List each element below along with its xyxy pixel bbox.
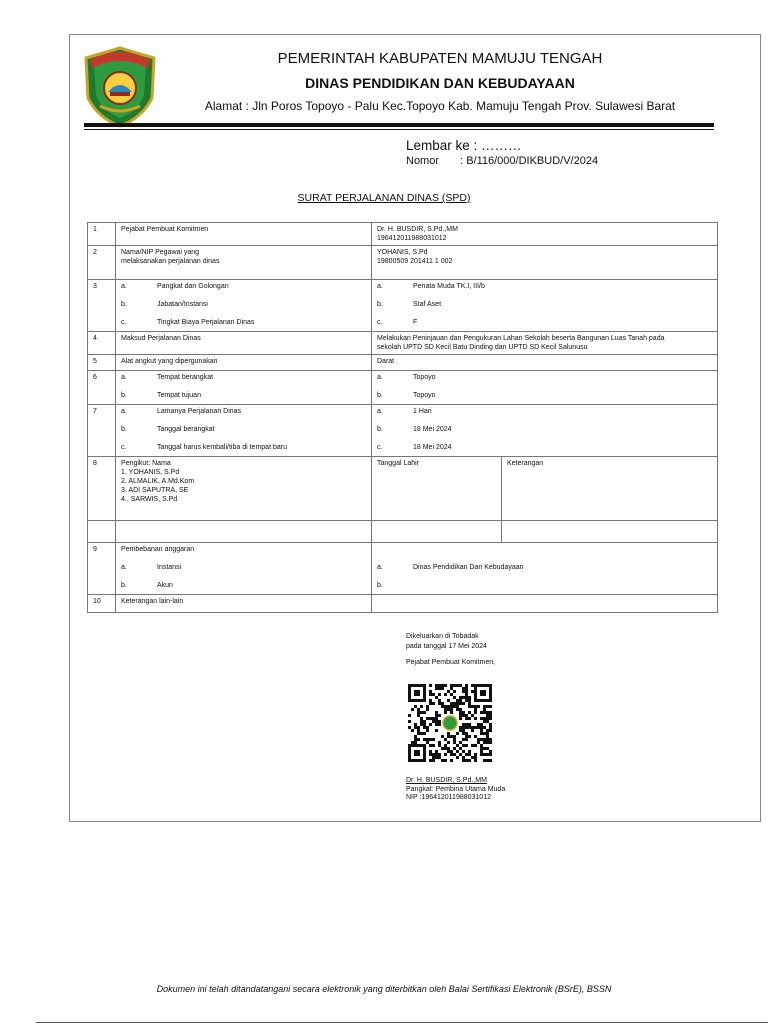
spd-table xyxy=(87,222,718,613)
row-value: a. Penata Muda TK.I, III/b b. Staf Aset c. F xyxy=(372,280,718,332)
issued-date: pada tanggal 17 Mei 2024 xyxy=(406,643,487,650)
nomor-label: Nomor xyxy=(406,155,440,167)
table-row xyxy=(88,457,718,521)
table-row xyxy=(88,355,718,371)
row-label: a. Lamanya Perjalanan Dinas b. Tanggal berangkat c. Tanggal harus kembali/tiba di tempat baru xyxy=(116,405,372,457)
table-row xyxy=(88,246,718,280)
table-row xyxy=(88,371,718,405)
document-title xyxy=(0,192,768,204)
row-number: 5 xyxy=(88,355,116,371)
row-number: 10 xyxy=(88,595,116,613)
table-row xyxy=(88,595,718,613)
table-row xyxy=(88,280,718,332)
header-government: PEMERINTAH KABUPATEN MAMUJU TENGAH xyxy=(277,50,603,67)
row-value: a. 1 Hari b. 18 Mei 2024 c. 18 Mei 2024 xyxy=(372,405,718,457)
row-number: 3 xyxy=(88,280,116,332)
table-row xyxy=(88,543,718,595)
row-label: a. Pangkat dan Golongan b. Jabatan/Instansi c. Tingkat Biaya Perjalanan Dinas xyxy=(116,280,372,332)
row-label: Pengikut: Nama 1. YOHANIS, S.Pd 2. ALMALIK, A.Md.Kom 3. ADI SAPUTRA, SE 4.. SARWIS, S.Pd xyxy=(116,457,372,521)
remarks-header: Keterangan xyxy=(502,457,718,521)
row-label: Nama/NIP Pegawai yang melaksanakan perjalanan dinas xyxy=(116,246,372,280)
row-value xyxy=(372,595,718,613)
issued-place: Dikeluarkan di Tobadak xyxy=(406,633,479,640)
birthdate-header: Tanggal Lahir xyxy=(372,457,502,521)
row-value: a. Topoyo b. Topoyo xyxy=(372,371,718,405)
table-row xyxy=(88,223,718,246)
table-row xyxy=(88,521,718,543)
footer-note: Dokumen ini telah ditandatangani secara elektronik yang diterbitkan oleh Balai Sertifikasi Elektronik (BSrE), BSSN xyxy=(156,984,612,994)
table-row xyxy=(88,405,718,457)
row-number: 7 xyxy=(88,405,116,457)
row-value: a. Dinas Pendidikan Dan Kebudayaan b. xyxy=(372,543,718,595)
row-number: 9 xyxy=(88,543,116,595)
header-rule-thin xyxy=(84,129,714,130)
title-text: SURAT PERJALANAN DINAS (SPD) xyxy=(297,192,471,204)
nomor-value: : B/116/000/DIKBUD/V/2024 xyxy=(460,155,599,167)
row-value: Dr. H. BUSDIR, S.Pd.,MM 196412011988031012 xyxy=(372,223,718,246)
nomor-line xyxy=(406,155,598,167)
qr-code-icon xyxy=(406,682,494,764)
row-number: 6 xyxy=(88,371,116,405)
row-label: Pejabat Pembuat Komitmen xyxy=(116,223,372,246)
signer-name: Dr. H. BUSDIR, S.Pd.,MM xyxy=(406,777,487,784)
footer-line xyxy=(36,1022,768,1023)
row-number: 2 xyxy=(88,246,116,280)
header-address: Alamat : Jln Poros Topoyo - Palu Kec.Topoyo Kab. Mamuju Tengah Prov. Sulawesi Barat xyxy=(204,99,676,113)
row-number: 1 xyxy=(88,223,116,246)
row-label: Pembebanan anggaran a. Instansi b. Akun xyxy=(116,543,372,595)
table-row xyxy=(88,332,718,355)
row-number: 8 xyxy=(88,457,116,521)
row-label: Keterangan lain-lain xyxy=(116,595,372,613)
row-value: Melakukan Peninjauan dan Pengukuran Lahan Sekolah beserta Bangunan Luas Tanah pada sekolah UPTD SD Kecil Batu Dinding dan UPTD SD Kecil Salunusu xyxy=(372,332,718,355)
row-label: a. Tempat berangkat b. Tempat tujuan xyxy=(116,371,372,405)
signer-nip: NIP :196412011988031012 xyxy=(406,794,491,801)
signer-role: Pejabat Pembuat Komitmen, xyxy=(406,659,496,666)
header-agency: DINAS PENDIDIKAN DAN KEBUDAYAAN xyxy=(305,75,575,91)
signer-rank: Pangkat: Pembina Utama Muda xyxy=(406,786,506,793)
row-label: Alat angkut yang dipergunakan xyxy=(116,355,372,371)
row-value: Darat xyxy=(372,355,718,371)
row-number: 4 xyxy=(88,332,116,355)
row-value: YOHANIS, S.Pd 19800509 201411 1 002 xyxy=(372,246,718,280)
header-rule-thick xyxy=(84,123,714,127)
lembar-ke: Lembar ke : ……… xyxy=(406,138,522,153)
regency-emblem-logo xyxy=(82,44,158,128)
row-label: Maksud Perjalanan Dinas xyxy=(116,332,372,355)
